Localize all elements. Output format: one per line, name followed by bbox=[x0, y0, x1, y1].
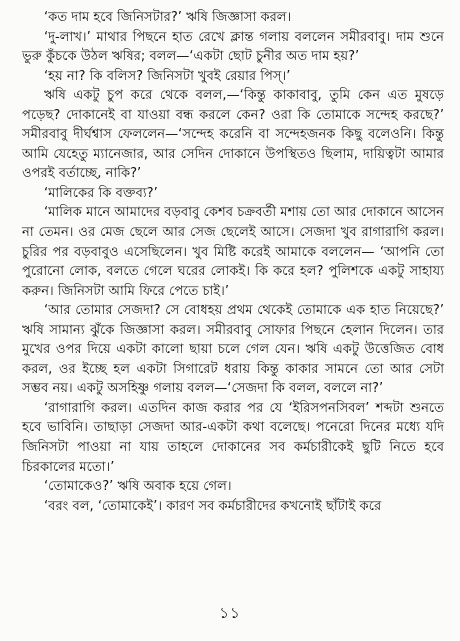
body-text bbox=[22, 8, 444, 516]
paragraph: ‘দু-লাখ।’ মাথার পিছনে হাত রেখে ক্লান্ত গলায় বললেন সমীরবাবু। দাম শুনে ভুরু কুঁচকে উঠল ঋষির; বলল—‘একটা ছোট চুনীর অত দাম হয়?’ bbox=[22, 29, 444, 65]
paragraph: ‘বরং বল, ‘তোমাকেই’। কারণ সব কর্মচারীদের কখনোই ছাঁটাই করে bbox=[44, 498, 382, 514]
paragraph: ‘তোমাকেও?’ ঋষি অবাক হয়ে গেল। bbox=[44, 479, 232, 495]
paragraph: ঋষি একটু চুপ করে থেকে বলল,—‘কিন্তু কাকাবাবু, তুমি কেন এত মুষড়ে পড়েছ? দোকানেই বা যাওয়া বন্ধ করলে কেন? ওরা কি তোমাকে সন্দেহ করছে?’ সমীরবাবু দীর্ঘশ্বাস ফেললেন—‘সন্দেহ করেনি বা সন্দেহজনক কিছু বলেওনি। কিন্তু আমি যেহেতু ম্যানেজার, আর সেদিন দোকানে উপস্থিতও ছিলাম, দায়িত্বটা আমার ওপরই বর্তাচ্ছে, নাকি?’ bbox=[22, 88, 444, 182]
paragraph: ‘আর তোমার সেজদা? সে বোধহয় প্রথম থেকেই তোমাকে এক হাত নিয়েছে?’ ঋষি সামান্য ঝুঁকে জিজ্ঞাসা করল। সমীরবাবু সোফার পিছনে হেলান দিলেন। তার মুখের ওপর দিয়ে একটা কালো ছায়া চলে গেল যেন। ঋষি একটু উত্তেজিত বোধ করল, ওর ইচ্ছে হল একটা সিগারেট ধরায় কিন্তু কাকার সামনে তো আর সেটা সম্ভব নয়। একটু অসহিষ্ণু গলায় বলল—‘সেজদা কি বলল, বললে না?’ bbox=[22, 303, 444, 397]
paragraph: ‘হয় না? কি বলিস? জিনিসটা খুবই রেয়ার পিস্‌।’ bbox=[44, 68, 291, 84]
paragraph: ‘মালিকের কি বক্তব্য?’ bbox=[44, 185, 158, 201]
paragraph: ‘মালিক মানে আমাদের বড়বাবু কেশব চক্রবর্তী মশায় তো আর দোকানে আসেন না তেমন। ওর মেজ ছেলে আর সেজ ছেলেই আসে। সেজদা খুব রাগারাগি করল। চুরির পর বড়বাবুও এসেছিলেন। খুব মিষ্টি করেই আমাকে বললেন— ‘আপনি তো পুরোনো লোক, বলতে গেলে ঘরের লোকই। কি করে হল? পুলিশকে একটু সাহায্য করুন। জিনিসটা আমি ফিরে পেতে চাই।’ bbox=[22, 205, 444, 299]
paragraph: ‘কত দাম হবে জিনিসটার?’ ঋষি জিজ্ঞাসা করল। bbox=[44, 10, 292, 25]
paragraph: ‘রাগারাগি করল। এতদিন কাজ করার পর যে ‘ইরিসপনসিবল’ শব্দটা শুনতে হবে ভাবিনি। তাছাড়া সেজদা আর-একটা কথা বলেছে। পনেরো দিনের মধ্যে যদি জিনিসটা পাওয়া না যায় তাহলে দোকানের সব কর্মচারীকেই ছুটি নিতে হবে চিরকালের মতো।’ bbox=[22, 400, 444, 475]
page-number: ১১ bbox=[219, 604, 241, 622]
